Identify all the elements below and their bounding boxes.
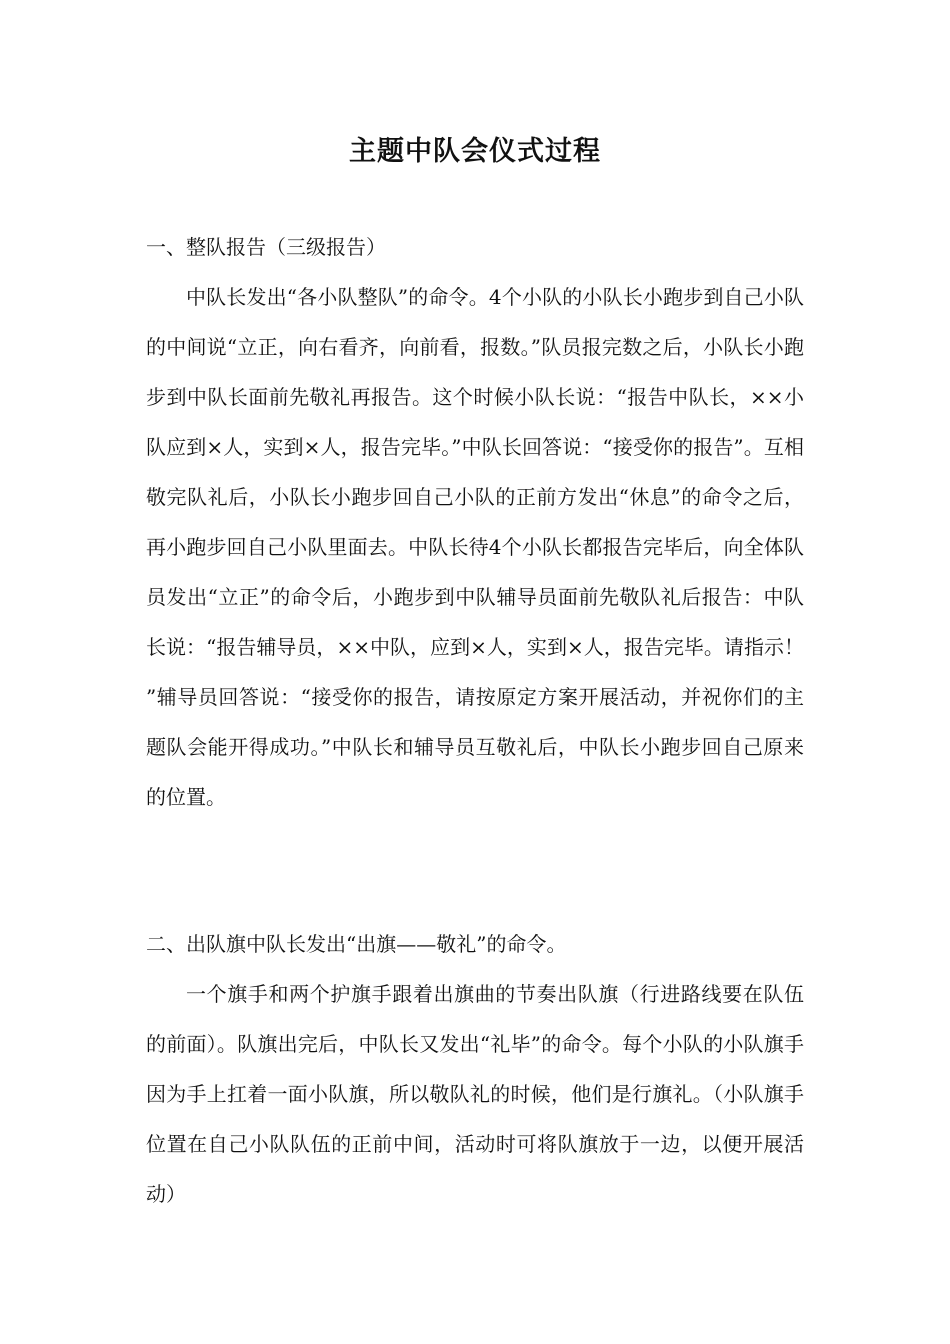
section-1 <box>146 222 804 822</box>
document-title: 主题中队会仪式过程 <box>349 136 601 167</box>
section-1-heading: 一、整队报告（三级报告） <box>146 235 386 259</box>
section-2-paragraph: 一个旗手和两个护旗手跟着出旗曲的节奏出队旗（行进路线要在队伍的前面）。队旗出完后，中队长又发出“礼毕”的命令。每个小队的小队旗手因为手上扛着一面小队旗，所以敬队礼的时候，他们是行旗礼。（小队旗手位置在自己小队队伍的正前中间，活动时可将队旗放于一边，以便开展活动） <box>146 982 804 1206</box>
section-1-paragraph: 中队长发出“各小队整队”的命令。4个小队的小队长小跑步到自己小队的中间说“立正，向右看齐，向前看，报数。”队员报完数之后，小队长小跑步到中队长面前先敬礼再报告。这个时候小队长说：“报告中队长，××小队应到×人，实到×人，报告完毕。”中队长回答说：“接受你的报告”。互相敬完队礼后，小队长小跑步回自己小队的正前方发出“休息”的命令之后，再小跑步回自己小队里面去。中队长待4个小队长都报告完毕后，向全体队员发出“立正”的命令后，小跑步到中队辅导员面前先敬队礼后报告：中队长说：“报告辅导员，××中队，应到×人，实到×人，报告完毕。请指示！”辅导员回答说：“接受你的报告，请按原定方案开展活动，并祝你们的主题队会能开得成功。”中队长和辅导员互敬礼后，中队长小跑步回自己原来的位置。 <box>146 285 804 809</box>
section-2-heading: 二、出队旗中队长发出“出旗——敬礼”的命令。 <box>146 932 567 956</box>
section-2 <box>146 919 804 1219</box>
